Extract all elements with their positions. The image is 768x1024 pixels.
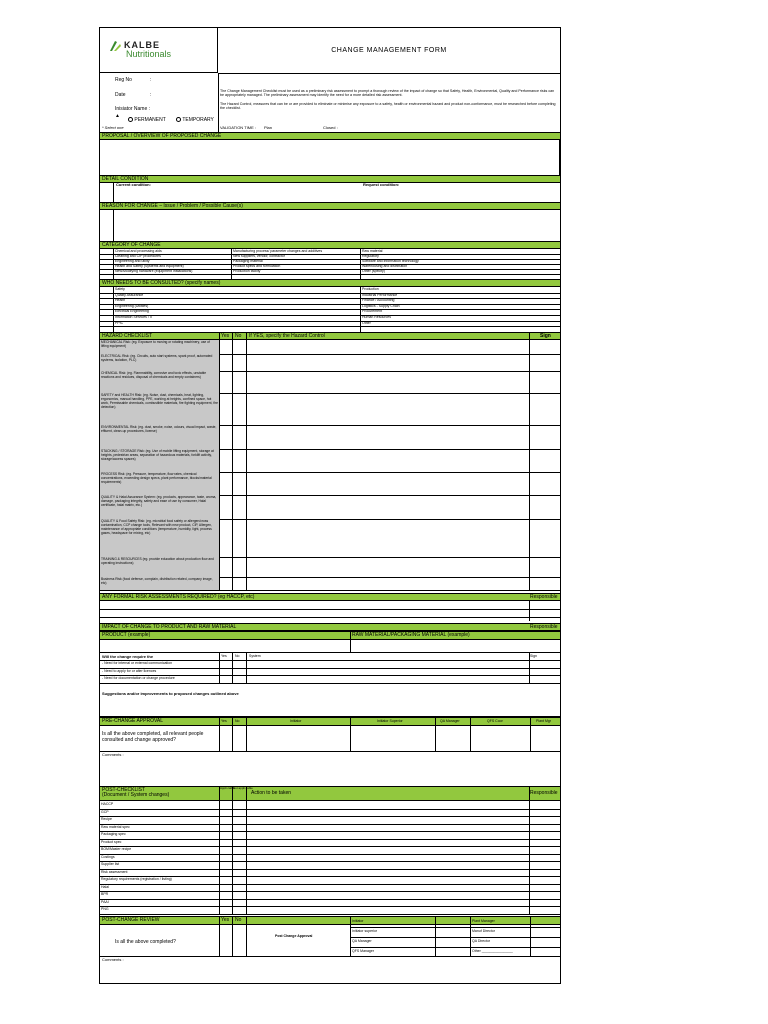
category-item: Packaging material [233,259,263,263]
hazard-yes-cell[interactable] [219,393,232,425]
hazard-control-field[interactable] [246,557,529,577]
hazard-no-cell[interactable] [232,425,246,449]
hazard-control-field[interactable] [246,449,529,472]
review-role: Initiator [352,919,364,923]
section-post-review: POST-CHANGE REVIEW Yes No [100,916,560,925]
post-checklist-item: Recipe [101,817,112,821]
hazard-control-field[interactable] [246,577,529,590]
category-item: Manufacturing process/ parameter changes and additives [233,249,323,253]
kalbe-leaf-icon [108,39,122,53]
category-item: Engineering and utility [115,259,150,263]
hazard-control-field[interactable] [246,354,529,371]
review-role: QA Director [472,939,491,943]
category-item: Cleaning and CIP procedures [115,254,161,258]
hazard-no-cell[interactable] [232,495,246,519]
hazard-no-cell[interactable] [232,472,246,495]
review-role: Plant Manager [472,919,495,923]
section-impact: IMPACT OF CHANGE TO PRODUCT AND RAW MATERIAL Responsible [100,623,560,631]
consulted-item: Safety [115,287,125,291]
category-item: Other (specify) [362,269,385,273]
hazard-control-field[interactable] [246,495,529,519]
section-reason: REASON FOR CHANGE – Issue / Problem / Possible Cause(s) [100,202,560,210]
hazard-control-field[interactable] [246,472,529,495]
request-condition-label: Request condition: [363,182,400,187]
initiator-label: Inisiator Name : [115,106,151,112]
intro-paragraph-1: The Change Management Checklist must be used as a preliminary risk assessment to prompt a thorough review of the impact of change so that Safety, Health, Environmental, Quality and Performance risks can be appropriately managed. The preliminary assessment may identify the need for a more detailed risk assessment. [220,89,555,98]
hazard-yes-cell[interactable] [219,354,232,371]
hazard-no-cell[interactable] [232,519,246,557]
hazard-item: Business Risk (food defense, complain, distribution related, company image, etc) [101,577,213,585]
post-checklist-item: PNG [101,907,109,911]
section-pre-approval: PRE-CHANGE APPROVAL Yes No Initiator Initiator Superior QA Manager QFS Coor Plant Mgr [100,717,560,726]
hazard-control-field[interactable] [246,393,529,425]
hazard-item: SAFETY and HEALTH Risk: (eg. Noise, dust, chemicals, heat, lighting, ergonomics, manual handling, PPE, working at heights, confined space, hot work, Permissable chemicals, combustible materials, fire fighting equipment, fire detection) [101,393,218,409]
section-detail: DETAIL CONDITION [100,175,560,183]
hazard-item: TRAINING & RESOURCES (eg. provide education about production flow and operating instructions) [101,557,214,565]
product-raw-header: PRODUCT (example) RAW MATERIAL/PACKAGING MATERIAL (example) [100,631,560,640]
review-role: Initiator superior [352,929,378,933]
date-label: Date [115,92,126,98]
hazard-yes-cell[interactable] [219,577,232,590]
consulted-item: Finance / Accounting [362,298,395,303]
comments-label-2: Comments : [102,957,124,962]
hazard-no-cell[interactable] [232,449,246,472]
hazard-no-cell[interactable] [232,371,246,393]
hazard-yes-cell[interactable] [219,449,232,472]
hazard-no-cell[interactable] [232,393,246,425]
post-checklist-item: Halal [101,884,109,889]
radio-icon[interactable] [176,117,181,122]
consulted-item: PPIC [115,320,124,325]
select-one-note: * Select one [102,125,124,130]
temporary-option[interactable]: TEMPORARY [176,117,214,123]
hazard-no-cell[interactable] [232,557,246,577]
consulted-item: Engineering (Utilities) [115,303,149,308]
consulted-item: Logistics - Supply Chain [362,303,400,308]
radio-icon[interactable] [128,117,133,122]
hazard-item: CHEMICAL Risk: (eg. Flammability, corrosive and toxic effects, unstable reactions and residues, disposal of chemicals and empty containers) [101,371,207,379]
hazard-no-cell[interactable] [232,577,246,590]
section-hazard: HAZARD CHECKLIST Yes No If YES, specify the Hazard Control Sign [100,332,560,340]
hazard-yes-cell[interactable] [219,495,232,519]
consulted-item: Quality Assurance [115,292,144,297]
proposal-field[interactable] [100,140,560,175]
post-change-approval-label: Post Change Approval [275,934,313,938]
hazard-control-field[interactable] [246,340,529,354]
hazard-no-cell[interactable] [232,340,246,354]
permanent-option[interactable]: PERMANENT [128,117,166,123]
category-item: Product specs and formulation [233,264,281,268]
review-role: Manuf Director [472,929,495,933]
review-role: QFS Manager [352,949,374,953]
post-checklist-item: HACCP [101,802,114,806]
hazard-yes-cell[interactable] [219,519,232,557]
category-item: Production facility [233,269,261,273]
category-item: New/Modifying hardware (equipment installations) [115,269,193,273]
consulted-item: Production [362,287,379,291]
plan-label: Plan [264,125,273,130]
post-checklist-item: Packaging spec [101,832,126,836]
hazard-item: QUALITY & Halal Assurance System: (eg. products, appearance, taste, aroma, damage, packaging integrity, safety and ease of use by consumer, Halal certificate, halal matrix, etc.) [101,495,217,507]
change-management-form: KALBE Nutritionals CHANGE MANAGEMENT FORM Reg No : Date : Inisiator Name : ▲ PERMANENT TEMPORARY * Select one The Change Management Checklist must be used as a preliminary risk assessment to prompt a thorough review of the impact of change so that Safety, Health, Environmental, Quality and Performance risks can be appropriately managed. The preliminary assessment may identify the need for a more detailed risk assessment. The Hazard Control, measures that can be or are provided to eliminate or minimise any exposure to a safety, health or environmental hazard and product non-conformance, must be researched before completing the checklist. VALIDATION TIME : Plan Closed : PROPOSAL / OVERVIEW OF PROPOSED CHANGE DETAIL CONDITION Current condition: Request condition: REASON FOR CHANGE – Issue / Problem / Possible Cause(s) CATEGORY OF CHANGE WHO NEEDS TO BE CONSULTED? (specify names) HAZARD CHECKLIST Yes No If YES, specify the Hazard Control Sign ANY FORMAL RISK ASSESSMENTS REQUIRED? (eg HACCP, etc) Responsible IMPACT OF CHANGE TO PRODUCT AND RAW MATERIAL Responsible PRODUCT (example) RAW MATERIAL/PACKAGING MATERIAL (example) Will the change require the Yes No System Sign Suggestions and/or improvements to proposed changes outlined above PRE-CHANGE APPROVAL Yes No Initiator Initiator Superior QA Manager QFS Coor Plant Mgr Is all the above completed, all relevant people consulted and change approved? Comments : POST-CHECKLIST (Document / System changes) Appli cable Not appli cable Action to be taken Responsible POST-CHANGE REVIEW Yes No Is all the above completed? Post Change Approval Comments : Chemical and processing aids Manufacturing process/ parameter changes and additives Raw material Cleaning and CIP procedures New suppliers, vendor, contractor Regulatory Engineering and utility Packaging material Software and information technology Health and Safety (Systems and equipment) Product specs and formulation Warehousing and distribution New/Modifying hardware (equipment installations) Production facility Other (specify) Safety Production Quality Assurance Industrial Performance Health Finance / Accounting Engineering (Utilities) Logistics - Supply Chain Electrical Engineering Procurement Information Services / IT Human Resources PPIC Other MECHANICAL Risk: (eg. Exposure to moving or rotating machinery, use of lifting equipment) ELECTRICAL Risk: (eg. Circuits, auto start systems, spark proof, automated systems, isolation, PLC) CHEMICAL Risk: (eg. Flammability, corrosive and toxic effects, unstable reactions and residues, disposal of chemicals and empty containers) SAFETY and HEALTH Risk: (eg. Noise, dust, chemicals, heat, lighting, ergonomics, manual handling, PPE, working at heights, confined space, hot work, Permissable chemicals, combustible materials, fire fighting equipment, fire detection) ENVIRONMENTAL Risk: (eg. dust, smoke, noise, odours, visual impact, waste, effluent, clean-up procedures, license) STACKING / STORAGE Risk: (eg. Use of mobile lifting equipment, storage at heights, pedestrian areas, separation of hazardous materials, forklift activity, storage/access spaces) PROCESS Risk: (eg. Pressure, temperature, flow rates, chemical concentrations, exceeding design specs, plant performance, blocks/material requirements) QUALITY & Halal Assurance System: (eg. products, appearance, taste, aroma, damage, packaging integrity, safety and ease of use by consumer, Halal certificate, halal matrix, etc.) QUALITY & Food Safety Risk: (eg. microbial food safety or allergen/cross contamination, CCP change tools, Relevant with new product, CIP, Allergen, maintenance of appropriate conditions (temperature, humidity, light, process gases, headspace for mixing, etc) TRAINING & RESOURCES (eg. provide education about production flow and operating instructions) Business Risk (food defense, complain, distribution related, company image, etc) - Need for internal or external communication - Need to apply for or alter licences - Need for documentation or change procedure HACCP GCP Recipe Raw material spec Packaging spec Product spec BOM/Master recipe Costings Supplier list Risk assessment Regulatory requirements (registration / listing) Halal BPR PAAI PNG Initiator Plant Manager Initiator superior Manuf Director QA Manager QA Director QFS Manager Other ________________ [99,27,561,984]
hazard-yes-cell[interactable] [219,425,232,449]
category-item: Chemical and processing aids [115,249,162,253]
closed-label: Closed : [323,125,338,130]
hazard-control-field[interactable] [246,371,529,393]
section-proposal: PROPOSAL / OVERVIEW OF PROPOSED CHANGE [100,132,560,140]
category-item: Software and information technology [362,259,419,263]
category-item: Raw material [362,249,383,253]
will-change-label: Will the change require the [102,654,154,659]
comments-label: Comments : [102,752,124,757]
section-consulted: WHO NEEDS TO BE CONSULTED? (specify names) [100,279,560,287]
hazard-item: PROCESS Risk: (eg. Pressure, temperature, flow rates, chemical concentrations, exceeding design specs, plant performance, blocks/material requirements) [101,472,212,484]
hazard-yes-cell[interactable] [219,371,232,393]
post-checklist-item: Supplier list [101,862,120,866]
validation-time-label: VALIDATION TIME : [220,125,257,130]
consulted-item: Other [362,320,371,325]
dropdown-arrow-icon: ▲ [115,113,120,119]
post-checklist-item: GCP [101,809,109,814]
current-condition-label: Current condition: [116,182,151,187]
category-item: Health and Safety (Systems and equipment) [115,264,184,268]
post-checklist-item: Risk assessment [101,869,128,874]
section-risk: ANY FORMAL RISK ASSESSMENTS REQUIRED? (eg HACCP, etc) Responsible [100,593,560,601]
hazard-control-field[interactable] [246,425,529,449]
post-checklist-item: Costings [101,854,115,859]
post-checklist-item: Product spec [101,839,122,844]
post-checklist-item: Regulatory requirements (registration / listing) [101,877,172,881]
consulted-item: Procurement [362,309,383,314]
review-role: QA Manager [352,939,372,943]
consulted-item: Human Resources [362,315,391,319]
review-question: Is all the above completed? [115,939,176,945]
will-change-item: - Need for documentation or change procedure [102,676,175,680]
review-role: Other ________________ [472,949,513,953]
hazard-no-cell[interactable] [232,354,246,371]
post-checklist-item: BPR [101,892,109,896]
hazard-item: QUALITY & Food Safety Risk: (eg. microbial food safety or allergen/cross contamination, CCP change tools, Relevant with new product, CIP, Allergen, maintenance of appropriate conditions (temperature, humidity, light, process gases, headspace for mixing, etc) [101,519,212,535]
page-title: CHANGE MANAGEMENT FORM [331,47,447,54]
category-item: Regulatory [362,254,379,258]
intro-paragraph-2: The Hazard Control, measures that can be or are provided to eliminate or minimise any exposure to a safety, health or environmental hazard and product non-conformance, must be researched before completing the checklist. [220,102,556,111]
hazard-yes-cell[interactable] [219,472,232,495]
consulted-item: Health [115,298,126,303]
suggestions-label: Suggestions and/or improvements to proposed changes outlined above [102,691,239,696]
consulted-item: Industrial Performance [362,292,398,297]
hazard-yes-cell[interactable] [219,557,232,577]
logo-text: KALBE [124,40,160,50]
hazard-item: ELECTRICAL Risk: (eg. Circuits, auto start systems, spark proof, automated systems, isolation, PLC) [101,354,213,362]
hazard-yes-cell[interactable] [219,340,232,354]
hazard-item: ENVIRONMENTAL Risk: (eg. dust, smoke, noise, odours, visual impact, waste, effluent, clean-up procedures, license) [101,425,217,433]
will-change-item: - Need for internal or external communication [102,661,173,665]
post-checklist-item: BOM/Master recipe [101,847,132,851]
consulted-item: Information Services / IT [115,315,153,319]
hazard-item: STACKING / STORAGE Risk: (eg. Use of mobile lifting equipment, storage at heights, pedestrian areas, separation of hazardous materials, forklift activity, storage/access spaces) [101,449,214,461]
logo [100,28,218,73]
reg-no-label: Reg No [115,77,132,83]
pre-approval-question: Is all the above completed, all relevant people consulted and change approved? [102,731,204,743]
will-change-item: - Need to apply for or alter licences [102,668,157,673]
post-checklist-item: Raw material spec [101,824,130,829]
logo-subtext: Nutritionals [126,49,172,59]
section-post-checklist: POST-CHECKLIST (Document / System changes) Appli cable Not appli cable Action to be taken Responsible [100,786,560,801]
category-item: New suppliers, vendor, contractor [233,254,285,258]
hazard-item: MECHANICAL Risk: (eg. Exposure to moving or rotating machinery, use of lifting equipment) [101,340,210,348]
section-category: CATEGORY OF CHANGE [100,241,560,249]
consulted-item: Electrical Engineering [115,309,149,314]
category-item: Warehousing and distribution [362,264,408,268]
hazard-control-field[interactable] [246,519,529,557]
post-checklist-item: PAAI [101,899,109,904]
